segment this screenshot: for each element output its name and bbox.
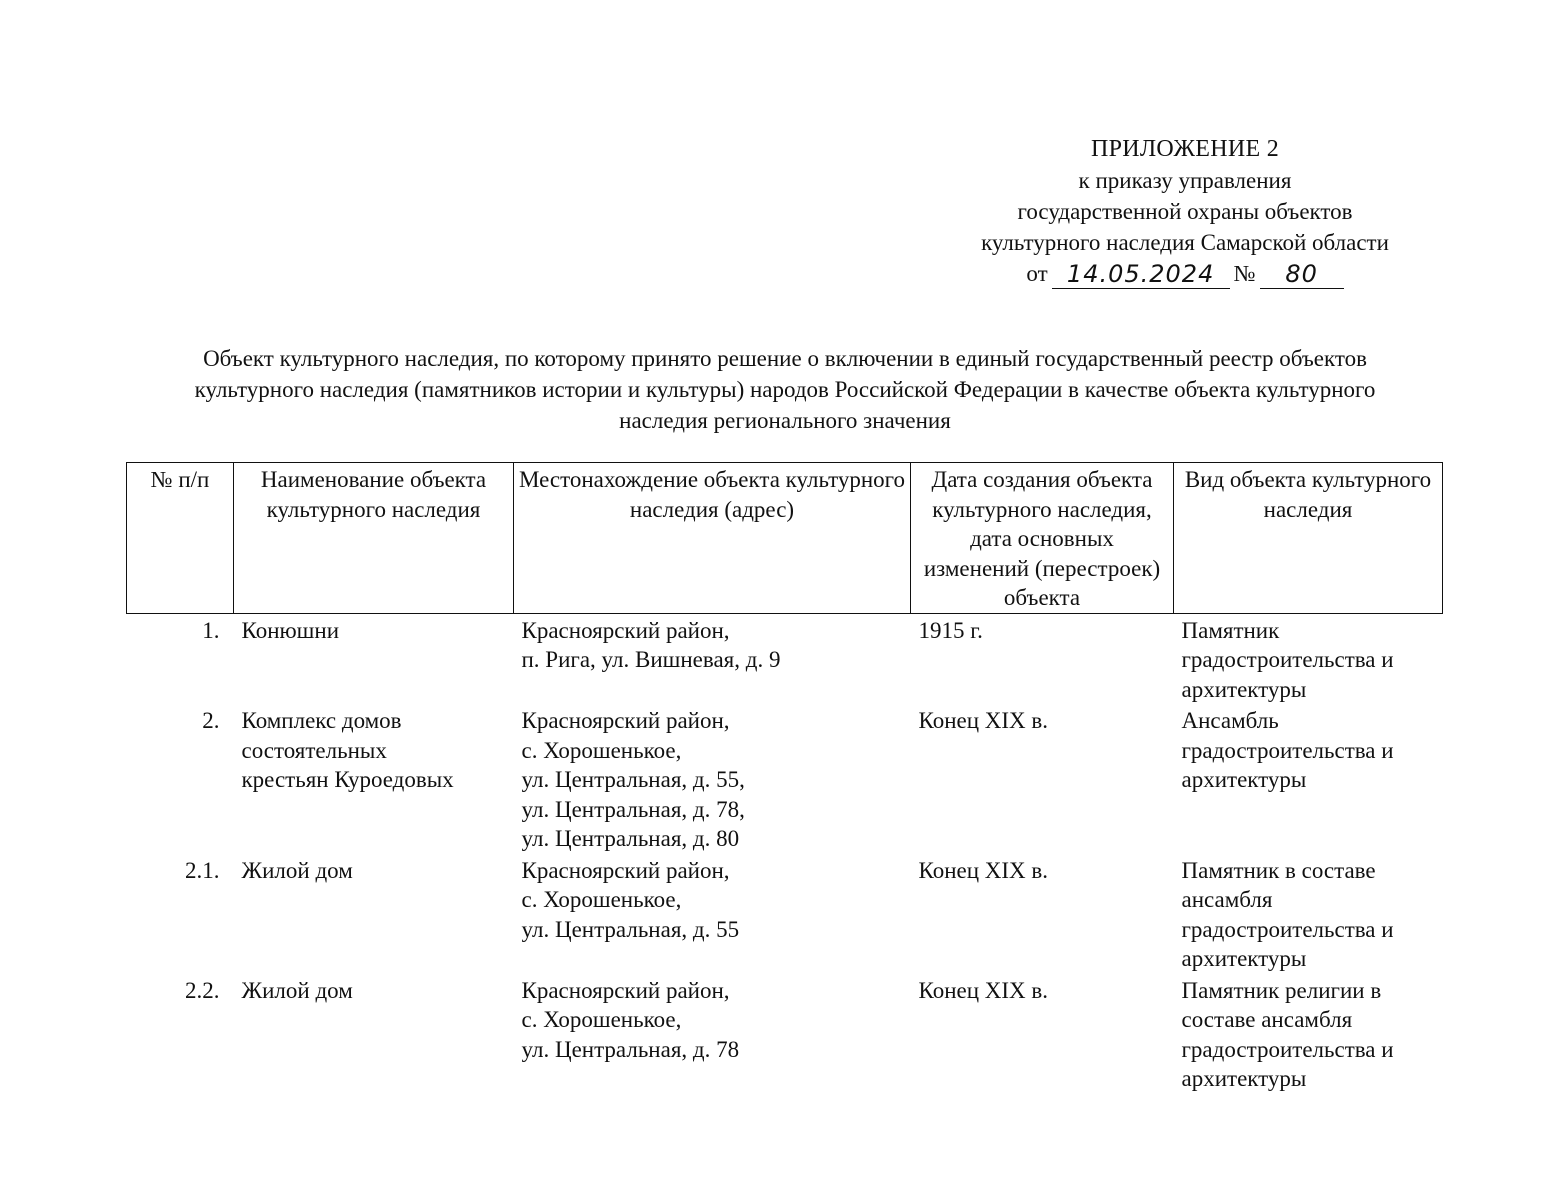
appendix-line-3: культурного наследия Самарской области [981, 230, 1389, 255]
row-number: 2.1. [185, 857, 220, 883]
row-object-address: Красноярский район, с. Хорошенькое, ул. Центральная, д. 55 [521, 857, 740, 942]
table-row [127, 974, 1443, 1094]
row-object-type: Памятник градостроительства и архитектуры [1181, 617, 1394, 702]
table-row [127, 854, 1443, 974]
row-object-address: Красноярский район, с. Хорошенькое, ул. Центральная, д. 55, ул. Центральная, д. 78, ул. Центральная, д. 80 [521, 708, 745, 851]
appendix-line-1: к приказу управления [1078, 168, 1292, 193]
table-row [127, 704, 1443, 854]
document-title: Объект культурного наследия, по которому принято решение о включении в единый государственный реестр объектов культурного наследия (памятников истории и культуры) народов Российской Федерации в качестве объекта культурного наследия регионального значения [194, 346, 1376, 433]
row-object-type: Памятник в составе ансамбля градостроительства и архитектуры [1181, 857, 1394, 971]
row-object-name: Конюшни [241, 617, 340, 643]
row-number: 2.2. [185, 977, 220, 1003]
handwritten-order-date: 14.05.2024 [1052, 260, 1230, 289]
number-prefix: № [1233, 261, 1256, 286]
row-object-type: Памятник религии в составе ансамбля градостроительства и архитектуры [1181, 977, 1394, 1091]
row-object-name: Жилой дом [241, 857, 353, 883]
table-row [127, 613, 1443, 704]
header-object-name: Наименование объекта культурного наследия [234, 463, 514, 614]
row-object-type: Ансамбль градостроительства и архитектуры [1181, 708, 1394, 792]
row-creation-date: Конец XIX в. [918, 857, 1049, 883]
row-object-name: Жилой дом [241, 977, 353, 1003]
row-creation-date: 1915 г. [918, 617, 983, 643]
header-number: № п/п [127, 463, 234, 614]
row-number: 2. [202, 708, 220, 733]
header-object-address: Местонахождение объекта культурного наследия (адрес) [514, 463, 911, 614]
appendix-block [940, 134, 1430, 289]
row-creation-date: Конец XIX в. [918, 708, 1049, 733]
order-date-number-line [940, 258, 1430, 289]
handwritten-order-number: 80 [1260, 260, 1344, 289]
heritage-objects-table [126, 462, 1443, 1094]
row-number: 1. [202, 617, 220, 643]
date-prefix: от [1026, 261, 1048, 286]
appendix-title: ПРИЛОЖЕНИЕ 2 [1090, 136, 1280, 162]
row-creation-date: Конец XIX в. [918, 977, 1049, 1003]
header-creation-date: Дата создания объекта культурного наследия, дата основных изменений (перестроек) объекта [911, 463, 1174, 614]
row-object-address: Красноярский район, п. Рига, ул. Вишневая, д. 9 [521, 617, 781, 672]
row-object-address: Красноярский район, с. Хорошенькое, ул. Центральная, д. 78 [521, 977, 740, 1062]
header-object-type: Вид объекта культурного наследия [1174, 463, 1443, 614]
appendix-line-2: государственной охраны объектов [1017, 199, 1353, 224]
table-header-row [127, 463, 1443, 614]
row-object-name: Комплекс домов состоятельных крестьян Куроедовых [241, 708, 454, 792]
